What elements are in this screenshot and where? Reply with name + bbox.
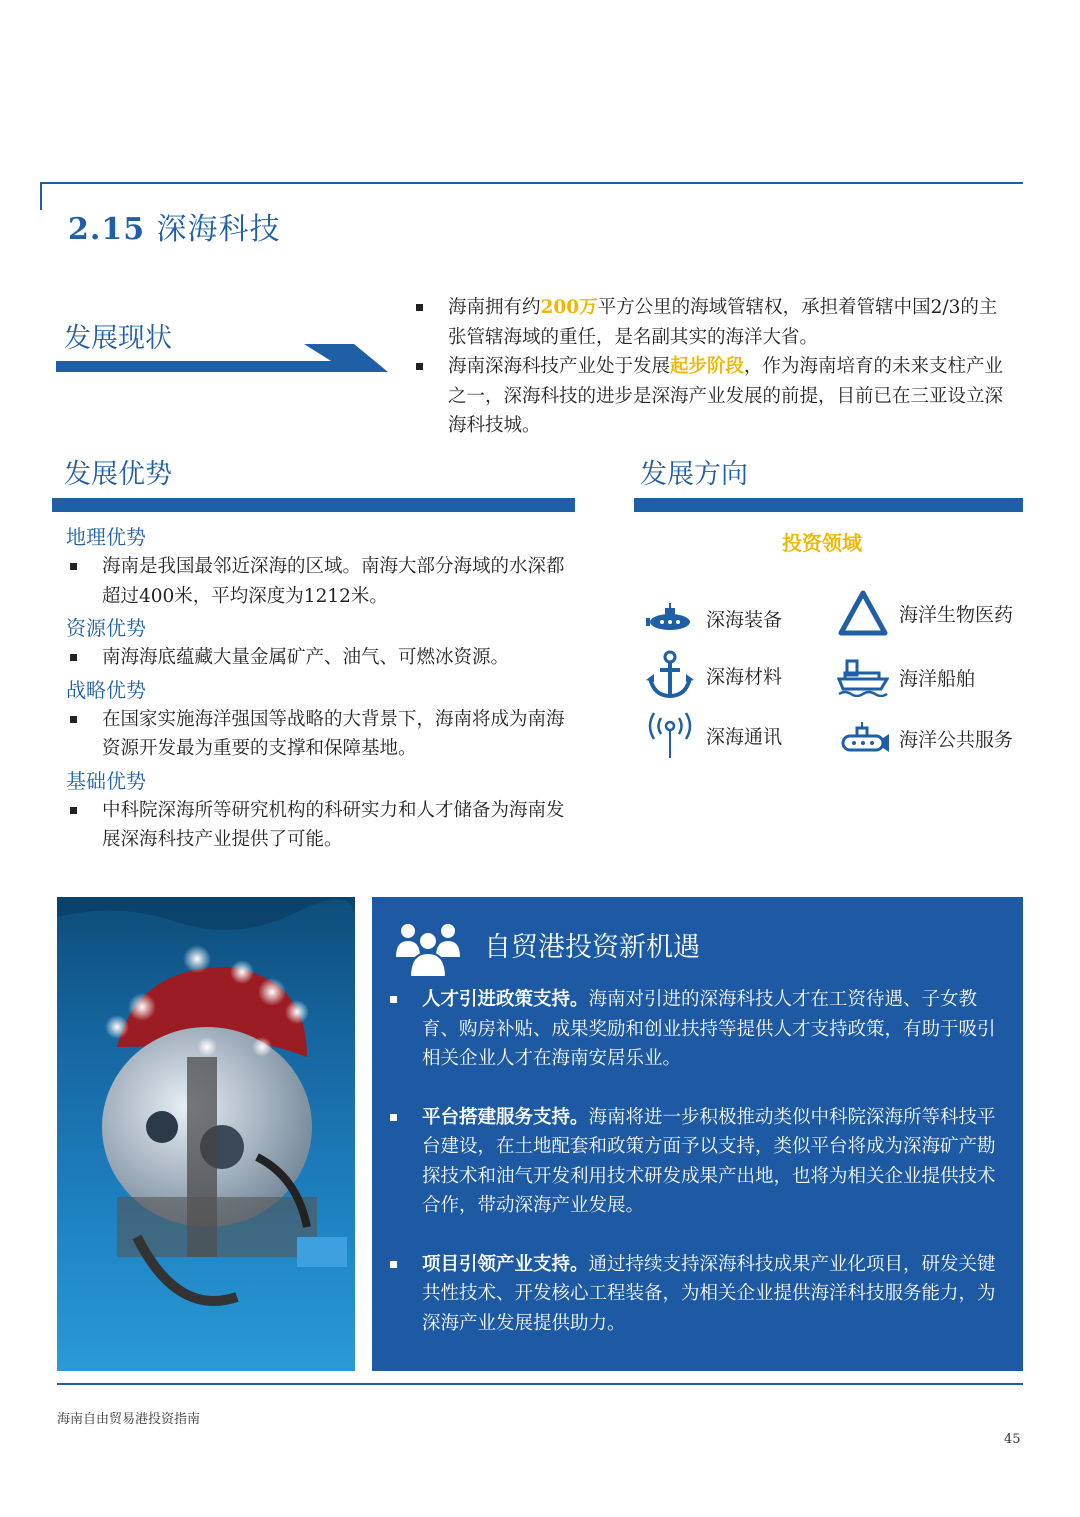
advantage-title: 地理优势 <box>66 525 146 549</box>
opportunity-list <box>386 985 1006 1367</box>
direction-bar <box>634 498 1023 512</box>
field-marine-ships <box>835 652 975 702</box>
opportunity-item: 平台搭建服务支持。海南将进一步积极推动类似中科院深海所等科技平台建设，在土地配套和政策方面予以支持，类似平台将成为深海矿产勘探技术和油气开发利用技术研发成果产出地，也将为相关企业提供技术合作，带动深海产业发展。 <box>386 1103 1006 1221</box>
people-icon <box>394 919 462 983</box>
status-arrow-bar <box>56 344 388 374</box>
submersible-photo <box>57 897 355 1371</box>
anchor-icon <box>642 650 698 700</box>
footer-line <box>57 1383 1023 1385</box>
field-label: 深海材料 <box>706 665 783 688</box>
opportunity-box <box>372 897 1023 1371</box>
field-label: 深海通讯 <box>706 725 783 748</box>
status-list <box>412 293 1012 441</box>
field-deep-sea-equipment <box>642 593 782 643</box>
opportunity-item: 项目引领产业支持。通过持续支持深海科技成果产业化项目，研发关键共性技术、开发核心工程装备，为相关企业提供海洋科技服务能力，为深海产业发展提供助力。 <box>386 1250 1006 1339</box>
field-label: 海洋公共服务 <box>899 728 1014 751</box>
field-label: 海洋船舶 <box>899 667 976 690</box>
ship-icon <box>835 652 891 702</box>
top-frame-corner <box>40 182 42 210</box>
footer-text: 海南自由贸易港投资指南 <box>57 1412 201 1427</box>
page-number: 45 <box>1004 1432 1021 1447</box>
top-frame-line <box>40 182 1023 184</box>
field-deep-sea-materials <box>642 650 782 700</box>
status-heading: 发展现状 <box>64 323 172 354</box>
advantage-text: 在国家实施海洋强国等战略的大背景下，海南将成为南海资源开发最为重要的支撑和保障基地。 <box>66 705 578 764</box>
submarine-icon <box>835 713 891 763</box>
invest-title: 投资领域 <box>782 531 862 555</box>
direction-heading: 发展方向 <box>640 459 748 490</box>
opportunity-item: 人才引进政策支持。海南对引进的深海科技人才在工资待遇、子女教育、购房补贴、成果奖励和创业扶持等提供人才支持政策，有助于吸引相关企业人才在海南安居乐业。 <box>386 985 1006 1074</box>
advantages-heading: 发展优势 <box>64 459 172 490</box>
advantage-title: 基础优势 <box>66 768 146 793</box>
advantage-text: 中科院深海所等研究机构的科研实力和人才储备为海南发展深海科技产业提供了可能。 <box>66 796 578 855</box>
advantage-title: 资源优势 <box>66 616 146 640</box>
field-label: 海洋生物医药 <box>899 603 1014 626</box>
signal-icon <box>642 710 698 760</box>
section-number: 2.15 <box>68 212 146 247</box>
field-deep-sea-communication <box>642 710 782 760</box>
field-marine-biomedicine <box>835 588 1013 638</box>
field-label: 深海装备 <box>706 608 783 631</box>
status-item: 海南拥有约200万平方公里的海域管辖权，承担着管辖中国2/3的主张管辖海域的重任，是名副其实的海洋大省。 <box>412 293 1012 352</box>
field-marine-public-services <box>835 713 1013 763</box>
submersible-icon <box>642 593 698 643</box>
section-title <box>68 204 281 248</box>
advantages-block <box>66 520 578 855</box>
advantage-title: 战略优势 <box>66 677 146 702</box>
advantage-text: 海南是我国最邻近深海的区域。南海大部分海域的水深都超过400米，平均深度为1212米。 <box>66 552 578 611</box>
section-name: 深海科技 <box>156 212 281 247</box>
advantage-text: 南海海底蕴藏大量金属矿产、油气、可燃冰资源。 <box>66 643 578 673</box>
advantages-bar <box>52 498 575 512</box>
opportunity-title: 自贸港投资新机遇 <box>484 932 700 963</box>
status-item: 海南深海科技产业处于发展起步阶段，作为海南培育的未来支柱产业之一，深海科技的进步是深海产业发展的前提，目前已在三亚设立深海科技城。 <box>412 352 1012 441</box>
triangle-icon <box>835 588 891 638</box>
